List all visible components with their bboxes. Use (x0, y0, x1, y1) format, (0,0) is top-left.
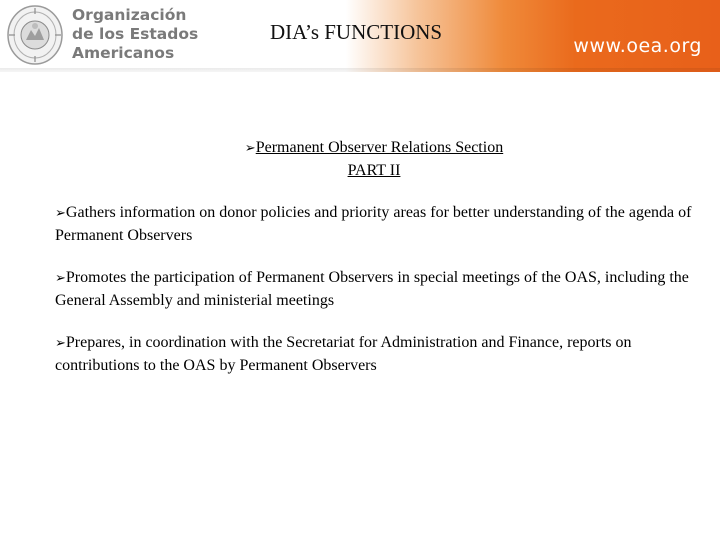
bullet-item (55, 267, 695, 312)
arrow-right-icon: ➢ (55, 336, 66, 351)
org-name-line-1: Organización (72, 6, 187, 24)
slide-title: DIA’s FUNCTIONS (270, 20, 443, 44)
org-name (72, 6, 198, 63)
bullet-text: Prepares, in coordination with the Secretariat for Administration and Finance, reports on contributions to the OAS by Permanent Observers (55, 334, 632, 374)
arrow-right-icon: ➢ (244, 141, 256, 156)
bullet-text: Gathers information on donor policies and priority areas for better understanding of the agenda of Permanent Observers (55, 204, 692, 244)
section-subtitle: PART II (347, 162, 401, 179)
section-title: Permanent Observer Relations Section (255, 139, 504, 156)
website-url[interactable]: www.oea.org (573, 35, 702, 57)
arrow-right-icon: ➢ (55, 271, 66, 286)
org-name-line-3: Americanos (72, 44, 175, 62)
header-banner (0, 0, 720, 72)
bullet-text: Promotes the participation of Permanent Observers in special meetings of the OAS, including the General Assembly and ministerial meetings (55, 269, 689, 309)
header-shadow (0, 68, 720, 72)
arrow-right-icon: ➢ (55, 206, 66, 221)
section-heading (0, 137, 720, 182)
bullet-item (55, 202, 695, 247)
section-heading-line (0, 137, 720, 160)
org-name-line-2: de los Estados (72, 25, 199, 43)
oas-seal-icon (6, 4, 64, 66)
bullet-item (55, 332, 695, 377)
